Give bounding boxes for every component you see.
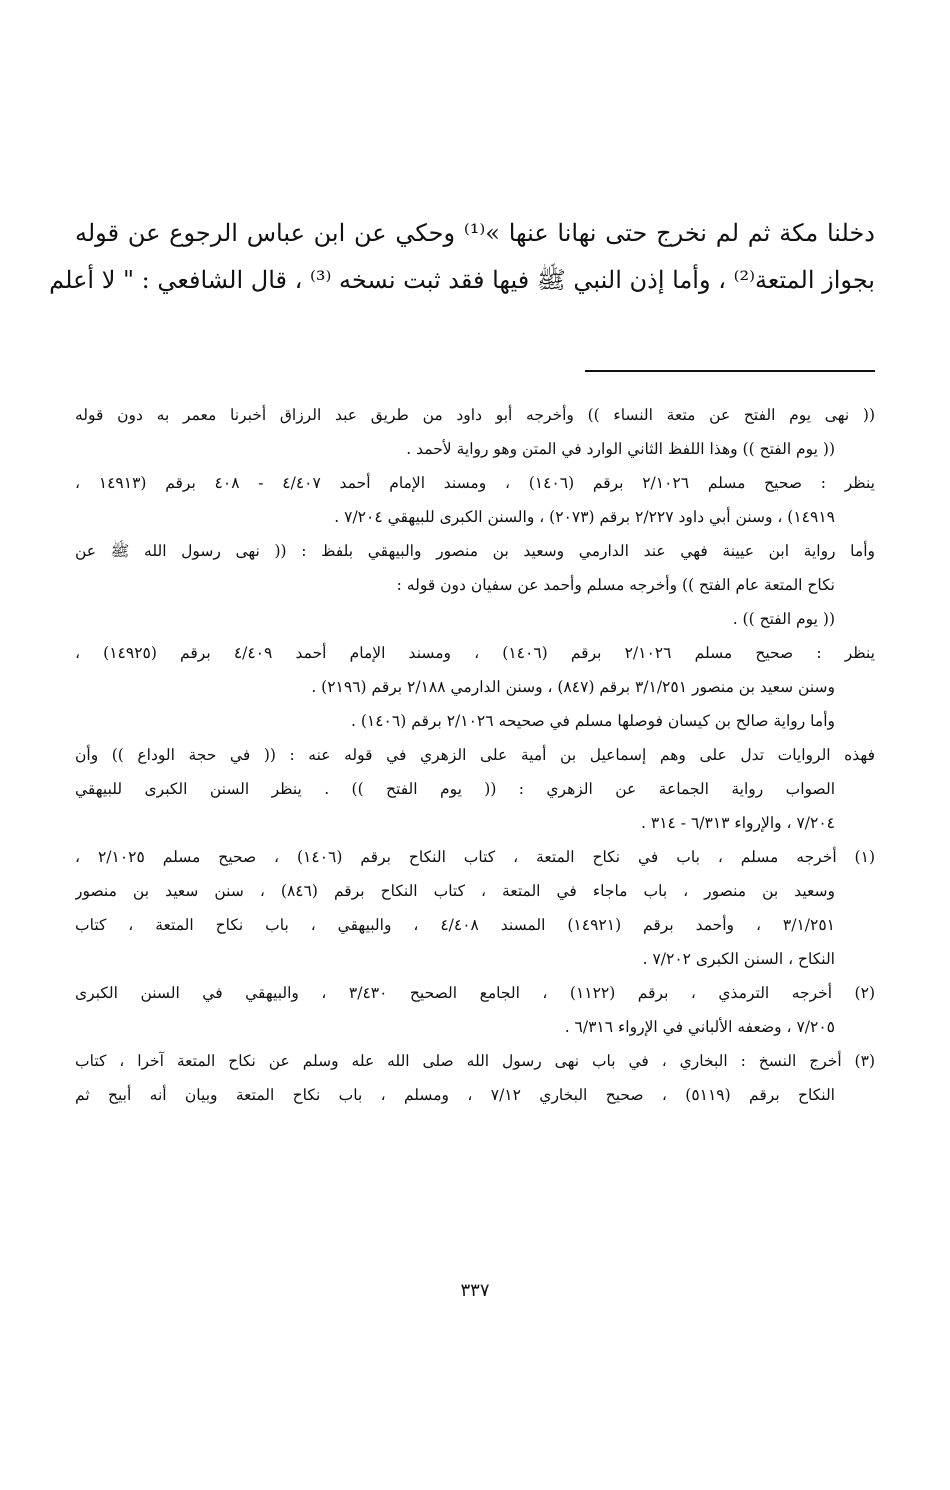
footnote-line: ٧/٢٠٥ ، وضعفه الألباني في الإرواء ٦/٣١٦ . [564, 1018, 835, 1036]
footnote-line: الصواب رواية الجماعة عن الزهري : (( يوم الفتح )) . ينظر السنن الكبرى للبيهقي [75, 780, 835, 798]
footnote-line: ينظر : صحيح مسلم ٢/١٠٢٦ برقم (١٤٠٦) ، ومسند الإمام أحمد ٤/٤٠٧ - ٤٠٨ برقم (١٤٩١٣ ، [75, 474, 875, 492]
main-line: دخلنا مكة ثم لم نخرج حتى نهانا عنها »⁽¹⁾ وحكي عن ابن عباس الرجوع عن قوله [75, 219, 875, 247]
footnote-line: وأما رواية صالح بن كيسان فوصلها مسلم في صحيحه ٢/١٠٢٦ برقم (١٤٠٦) . [351, 712, 835, 730]
footnote-line: (٣) أخرج النسخ : البخاري ، في باب نهى رسول الله صلى الله عله وسلم عن نكاح المتعة آخرا ، كتاب [75, 1052, 875, 1070]
footnote-line: النكاح ، السنن الكبرى ٧/٢٠٢ . [642, 950, 835, 968]
footnote-line: (( يوم الفتح )) وهذا اللفظ الثاني الوارد في المتن وهو رواية لأحمد . [406, 440, 835, 458]
footnote-line: وسنن سعيد بن منصور ٣/١/٢٥١ برقم (٨٤٧) ، وسنن الدارمي ٢/١٨٨ برقم (٢١٩٦) . [311, 678, 835, 696]
footnote-line: (( يوم الفتح )) . [732, 610, 835, 628]
footnotes [75, 398, 875, 1112]
footnote-line: ٣/١/٢٥١ ، وأحمد برقم (١٤٩٢١) المسند ٤/٤٠٨ ، والبيهقي ، باب نكاح المتعة ، كتاب [75, 916, 835, 934]
footnote-continuation [75, 398, 875, 840]
footnote-line: وأما رواية ابن عيينة فهي عند الدارمي وسعيد بن منصور والبيهقي بلفظ : (( نهى رسول الله ﷺ عن [75, 542, 875, 560]
main-line: بجواز المتعة⁽²⁾ ، وأما إذن النبي ﷺ فيها فقد ثبت نسخه ⁽³⁾ ، قال الشافعي : " لا أعلم [49, 266, 875, 294]
footnote-line: (( نهى يوم الفتح عن متعة النساء )) وأخرجه أبو داود من طريق عبد الرزاق أخبرنا معمر به دون قوله [75, 406, 875, 424]
main-text [49, 210, 875, 304]
footnote-line: فهذه الروايات تدل على وهم إسماعيل بن أمية على الزهري في قوله عنه : (( في حجة الوداع )) وأن [75, 746, 875, 764]
footnote-line: النكاح برقم (٥١١٩) ، صحيح البخاري ٧/١٢ ، ومسلم ، باب نكاح المتعة وبيان أنه أبيح ثم [75, 1086, 835, 1104]
page-number: ٣٣٧ [460, 1280, 490, 1301]
footnote-separator [585, 370, 875, 372]
footnote-line: ٧/٢٠٤ ، والإرواء ٦/٣١٣ - ٣١٤ . [641, 814, 835, 832]
footnote-line: نكاح المتعة عام الفتح )) وأخرجه مسلم وأحمد عن سفيان دون قوله : [396, 576, 835, 594]
footnote-line: (١) أخرجه مسلم ، باب في نكاح المتعة ، كتاب النكاح برقم (١٤٠٦) ، صحيح مسلم ٢/١٠٢٥ ، [75, 848, 875, 866]
footnote-3 [75, 1044, 875, 1112]
footnote-line: ينظر : صحيح مسلم ٢/١٠٢٦ برقم (١٤٠٦) ، ومسند الإمام أحمد ٤/٤٠٩ برقم (١٤٩٢٥) ، [75, 644, 875, 662]
footnote-1 [75, 840, 875, 976]
footnote-line: (٢) أخرجه الترمذي ، برقم (١١٢٢) ، الجامع الصحيح ٣/٤٣٠ ، والبيهقي في السنن الكبرى [75, 984, 875, 1002]
footnote-line: وسعيد بن منصور ، باب ماجاء في المتعة ، كتاب النكاح برقم (٨٤٦) ، سنن سعيد بن منصور [75, 882, 836, 900]
footnote-line: ١٤٩١٩) ، وسنن أبي داود ٢/٢٢٧ برقم (٢٠٧٣) ، والسنن الكبرى للبيهقي ٧/٢٠٤ . [334, 508, 835, 526]
footnote-2 [75, 976, 875, 1044]
